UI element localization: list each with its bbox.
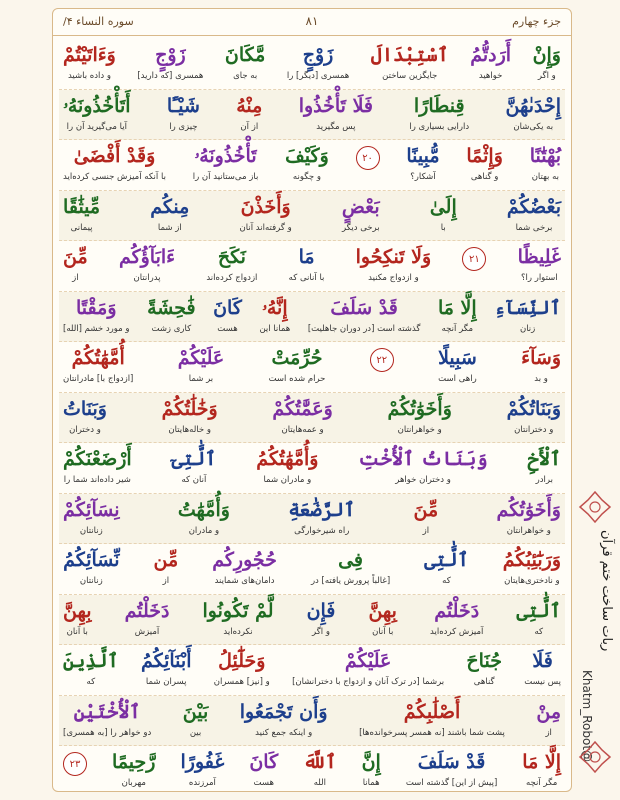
arabic-word: بِهِنَّ	[368, 599, 397, 622]
arabic-word: وَإِثْمًا	[466, 145, 503, 167]
page-number: ۸۱	[305, 14, 319, 28]
word-cell	[409, 92, 469, 133]
word-cell	[308, 294, 421, 335]
word-cell	[466, 647, 502, 688]
verse-line	[59, 645, 565, 696]
arabic-word: بَيْنَ	[182, 700, 209, 723]
word-cell	[63, 395, 107, 436]
arabic-word: إِنَّ	[361, 751, 381, 773]
word-cell	[193, 142, 259, 183]
arabic-word: إِلَىٰ	[429, 195, 457, 218]
verse-line	[59, 544, 565, 595]
arabic-word: نِسَآئِكُمْ	[63, 498, 120, 521]
persian-translation: کاری زشت	[151, 323, 192, 334]
persian-translation: پیمانی	[70, 222, 93, 233]
arabic-word: مِّن	[153, 549, 179, 571]
persian-translation: به یکی‌شان	[513, 121, 554, 132]
word-cell	[154, 546, 179, 587]
arabic-word: دَخَلْتُم	[124, 599, 170, 622]
word-cell	[507, 193, 561, 234]
arabic-word: زَوْجٍ	[155, 44, 186, 66]
persian-translation: ازدواج کرده‌اند	[206, 273, 258, 283]
arabic-word: كَانَ	[249, 751, 279, 773]
arabic-word: ٱلرَّضَٰعَةِ	[288, 498, 356, 521]
persian-translation: همسری [که دارید]	[137, 71, 204, 81]
persian-translation: و دختران خواهر	[395, 475, 451, 485]
arabic-word: تَأْخُذُونَهُۥ	[194, 145, 257, 167]
persian-translation: که	[534, 626, 544, 637]
word-cell	[522, 748, 561, 789]
persian-translation: پسران شما	[145, 677, 187, 687]
persian-translation: همانا	[362, 778, 380, 788]
arabic-word: إِنَّهُۥ	[262, 296, 288, 319]
verse-line	[59, 191, 565, 242]
word-cell	[212, 546, 277, 587]
arabic-word: مِنْ	[536, 700, 561, 723]
arabic-word: ٱلَّٰتِى	[516, 599, 561, 622]
persian-translation: شیر داده‌اند شما را	[63, 475, 131, 485]
verse-line	[59, 595, 565, 646]
word-cell	[137, 41, 203, 82]
word-cell	[342, 193, 380, 234]
word-cell	[387, 395, 451, 436]
arabic-word: وَأَخَوَٰتُكُم	[496, 498, 561, 521]
persian-translation: باز می‌ستانید آن را	[192, 172, 259, 182]
persian-translation: هست	[253, 778, 274, 788]
word-cell	[150, 193, 189, 234]
word-cell	[406, 748, 497, 789]
persian-translation: و اگر	[537, 71, 556, 81]
word-cell	[470, 41, 511, 82]
arabic-word: وَأُمَّهَٰتُكُمُ	[256, 448, 319, 470]
persian-translation: همانا این	[259, 323, 291, 334]
persian-translation: [پیش از این] گذشته است	[405, 778, 498, 788]
word-cell	[521, 344, 561, 385]
word-cell	[259, 294, 290, 335]
word-cell	[507, 395, 561, 436]
surah-label: سوره النساء ۴/	[63, 15, 134, 28]
juz-label: جزء چهارم	[512, 15, 561, 28]
word-cell	[533, 41, 561, 82]
word-cell	[524, 647, 561, 688]
arabic-word: وَحَلَٰٓئِلُ	[218, 650, 266, 672]
arabic-word: إِحْدَىٰهُنَّ	[505, 94, 561, 117]
persian-translation: آمیزش کرده‌اید	[430, 626, 484, 637]
word-cell	[183, 698, 209, 739]
arabic-word: وَأَخَذْنَ	[240, 195, 291, 218]
word-cell	[147, 294, 195, 335]
word-cell	[240, 698, 328, 739]
verse-lines	[59, 39, 565, 788]
arabic-word: وَمَقْتًا	[76, 296, 117, 319]
persian-translation: و مادران	[188, 525, 220, 536]
persian-translation: و اگر	[312, 626, 330, 637]
ornament-icon	[578, 740, 612, 774]
word-cell	[63, 294, 130, 335]
bot-handle: Khatm_Robot@	[580, 670, 594, 763]
persian-translation: خواهید	[478, 71, 503, 81]
persian-translation: دامان‌های شمایند	[214, 576, 275, 586]
word-cell	[119, 243, 175, 284]
word-cell	[202, 597, 273, 638]
persian-translation: پس نیست	[524, 677, 561, 687]
arabic-word: مِنْهُ	[236, 94, 263, 117]
word-cell	[285, 142, 329, 183]
persian-translation: و دخترانتان	[514, 424, 554, 435]
arabic-word: ٱلَّذِينَ	[63, 650, 119, 672]
ayah-number-badge: ۲۱	[462, 247, 486, 271]
persian-translation: راهی است	[438, 374, 477, 384]
persian-translation: الله	[313, 778, 327, 788]
persian-translation: مهربان	[121, 778, 146, 788]
word-cell	[371, 41, 449, 82]
arabic-word: سَبِيلًا	[438, 347, 477, 369]
word-cell	[503, 546, 561, 587]
persian-translation: برادر	[535, 475, 553, 485]
persian-translation: گذشته است [در دوران جاهلیت]	[307, 323, 421, 334]
word-cell	[311, 546, 390, 587]
arabic-word: جُنَاحَ	[466, 650, 502, 672]
word-cell	[466, 142, 503, 183]
persian-translation: برخی دیگر	[341, 222, 380, 233]
word-cell	[438, 294, 477, 335]
arabic-word: ٱلنِّسَآءِ	[494, 296, 561, 319]
arabic-word: رَّحِيمًا	[112, 751, 156, 773]
arabic-word: كَانَ	[213, 296, 242, 319]
persian-translation: استوار را؟	[521, 273, 558, 283]
persian-translation: که	[442, 576, 451, 586]
arabic-word: فِى	[338, 549, 364, 571]
word-cell	[292, 647, 444, 688]
arabic-word: وَلَا تَنكِحُوا	[355, 246, 432, 268]
word-cell	[530, 142, 561, 183]
persian-translation: نکرده‌اید	[223, 626, 253, 637]
word-cell	[162, 395, 218, 436]
word-cell	[112, 748, 155, 789]
persian-translation: مگر آنچه	[525, 778, 558, 788]
persian-translation: و دختران	[69, 424, 101, 435]
arabic-word: غَفُورًا	[180, 751, 225, 773]
persian-translation: آمیزش	[134, 626, 160, 637]
word-cell	[288, 496, 355, 537]
persian-translation: راه شیرخوارگی	[294, 525, 350, 536]
word-cell	[63, 496, 119, 537]
arabic-word: ءَابَآؤُكُم	[118, 246, 176, 268]
word-cell	[362, 748, 381, 789]
arabic-word: حُرِّمَتْ	[271, 347, 323, 369]
ayah-number-badge: ۲۳	[63, 752, 87, 776]
arabic-word: شَيْـًٔا	[166, 94, 200, 117]
persian-translation: همسری [دیگر] را	[286, 71, 350, 81]
persian-translation: جایگزین ساختن	[382, 71, 438, 81]
arabic-word: أَرَدتُّمُ	[470, 44, 512, 66]
word-cell	[424, 546, 469, 587]
arabic-word: فَٰحِشَةً	[147, 296, 196, 319]
arabic-word: مُّبِينًا	[406, 145, 440, 167]
word-cell	[63, 41, 116, 82]
persian-translation: برشما [در ترک آنان و ازدواج با دخترانشان]	[292, 677, 445, 687]
arabic-word: نِّسَآئِكُمُ	[63, 549, 120, 571]
persian-translation: [ازدواج با] مادرانتان	[63, 374, 134, 384]
word-cell	[167, 92, 200, 133]
arabic-word: غَلِيظًا	[517, 246, 561, 268]
persian-translation: از	[545, 727, 552, 738]
arabic-word: وَءَاتَيْتُمْ	[63, 44, 116, 66]
arabic-word: أُمَّهَٰتُكُمْ	[71, 347, 125, 369]
arabic-word: فَلَا تَأْخُذُوا	[298, 94, 373, 117]
word-cell	[63, 92, 130, 133]
verse-line	[59, 443, 565, 494]
word-cell	[430, 193, 457, 234]
persian-translation: و ازدواج مکنید	[368, 273, 419, 283]
arabic-word: عَلَيْكُمْ	[344, 650, 392, 672]
arabic-word: مِّنَ	[63, 246, 88, 268]
word-cell	[359, 445, 488, 486]
persian-translation: با آنانی که	[288, 273, 325, 283]
verse-line	[59, 342, 565, 393]
persian-translation: با	[440, 222, 446, 233]
word-cell	[178, 496, 230, 537]
persian-translation: گناهی	[473, 677, 495, 687]
word-cell	[141, 647, 192, 688]
persian-translation: و خواهرانتان	[397, 424, 442, 435]
arabic-word: فَإِن	[306, 599, 336, 622]
arabic-word: مَّكَانَ	[224, 44, 266, 66]
persian-translation: و خواهرانتان	[506, 525, 551, 536]
persian-translation: بر شما	[188, 374, 214, 384]
persian-translation: از آن	[240, 121, 259, 132]
arabic-word: وَإِنْ	[532, 44, 561, 66]
word-cell	[125, 597, 170, 638]
verse-line	[59, 241, 565, 292]
word-cell	[438, 344, 477, 385]
verse-line	[59, 696, 565, 747]
verse-line	[59, 39, 565, 90]
arabic-word: إِلَّا مَا	[522, 751, 561, 773]
persian-translation: و نادختری‌هایتان	[504, 576, 560, 586]
persian-translation: از	[162, 576, 170, 586]
arabic-word: نَكَحَ	[217, 246, 246, 268]
verse-line	[59, 90, 565, 141]
word-cell	[303, 748, 336, 789]
word-cell	[63, 344, 133, 385]
word-cell	[63, 445, 132, 486]
arabic-word: إِلَّا مَا	[437, 296, 477, 319]
persian-translation: پشت شما باشند [نه همسر پسرخوانده‌ها]	[359, 727, 505, 738]
arabic-word: بِهِنَّ	[63, 599, 92, 622]
word-cell	[368, 597, 397, 638]
word-cell	[307, 597, 336, 638]
word-cell	[356, 243, 432, 284]
persian-translation: [غالباً پرورش یافته] در	[310, 576, 391, 586]
arabic-word: ٱلَّٰتِىٓ	[171, 448, 217, 470]
persian-translation: با آنان	[372, 626, 394, 637]
arabic-word: وَكَيْفَ	[285, 145, 329, 167]
ornament-icon	[578, 490, 612, 524]
arabic-word: ٱلْأُخْتَيْنِ	[73, 700, 141, 723]
word-cell	[178, 344, 225, 385]
page-header	[53, 9, 571, 36]
persian-translation: و داده باشید	[67, 71, 111, 81]
arabic-word: أَرْضَعْنَكُمْ	[63, 448, 132, 470]
arabic-word: وَرَبَٰٓئِبُكُمُ	[502, 549, 561, 571]
persian-translation: پدرانتان	[133, 273, 161, 283]
word-cell	[63, 698, 151, 739]
word-cell	[63, 597, 92, 638]
persian-translation: مگر آنچه	[441, 323, 474, 334]
word-cell	[172, 445, 217, 486]
arabic-word: مِّنَ	[413, 498, 439, 521]
word-cell	[528, 445, 561, 486]
persian-translation: از شما	[157, 222, 182, 233]
arabic-word: وَأُمَّهَٰتُ	[177, 498, 230, 521]
persian-translation: و عمه‌هایتان	[281, 424, 324, 435]
arabic-word: أَبْنَآئِكُمُ	[140, 650, 192, 672]
word-cell	[249, 748, 278, 789]
persian-translation: آنان که	[181, 475, 207, 485]
arabic-word: بَعْضٍ	[341, 195, 380, 218]
persian-translation: و مادران شما	[263, 475, 312, 485]
arabic-word: وَبَنَاتُ ٱلْأُخْتِ	[358, 448, 488, 470]
arabic-word: وَأَخَوَٰتُكُمْ	[387, 397, 452, 420]
persian-translation: زنانتان	[79, 525, 103, 536]
persian-translation: و چگونه	[292, 172, 321, 182]
persian-translation: زنانتان	[79, 576, 103, 586]
word-cell	[536, 698, 561, 739]
persian-translation: برخی شما	[515, 222, 553, 233]
persian-translation: و مورد خشم [الله]	[63, 323, 130, 334]
word-cell	[256, 445, 318, 486]
persian-translation: و بد	[534, 374, 548, 384]
arabic-word: ٱسْتِبْدَالَ	[370, 44, 449, 66]
word-cell	[287, 41, 349, 82]
word-cell	[359, 698, 505, 739]
word-cell	[63, 647, 119, 688]
persian-translation: که	[86, 677, 96, 687]
verse-line	[59, 292, 565, 343]
arabic-word: ٱلَّٰتِى	[424, 549, 469, 571]
persian-translation: دو خواهر را [به همسری]	[63, 727, 152, 738]
persian-translation: حرام شده است	[268, 374, 326, 384]
persian-translation: چیزی را	[169, 121, 198, 132]
word-cell	[240, 193, 292, 234]
persian-translation: دارایی بسیاری را	[409, 121, 470, 132]
persian-translation: زنان	[519, 323, 536, 334]
arabic-word: بُهْتَٰنًا	[529, 145, 561, 167]
word-cell	[406, 142, 439, 183]
arabic-word: وَسَآءَ	[521, 347, 561, 369]
word-cell	[518, 243, 561, 284]
word-cell	[63, 193, 100, 234]
arabic-word: قَدْ سَلَفَ	[330, 296, 398, 319]
word-cell	[63, 243, 88, 284]
word-cell	[272, 395, 332, 436]
word-cell	[516, 597, 561, 638]
arabic-word: وَبَنَاتُ	[63, 397, 107, 420]
verse-line	[59, 140, 565, 191]
persian-translation: با آنان	[66, 626, 88, 637]
ayah-number-badge: ۲۰	[356, 146, 380, 170]
arabic-word: وَقَدْ أَفْضَىٰ	[73, 145, 156, 167]
bot-name: ربات ساخت ختم قرآن	[599, 530, 614, 652]
persian-translation: آشکار؟	[410, 172, 436, 182]
word-cell	[414, 496, 439, 537]
arabic-word: فَلَا	[532, 650, 553, 672]
word-cell	[63, 546, 119, 587]
word-cell	[214, 647, 270, 688]
word-cell	[299, 92, 373, 133]
word-cell	[63, 142, 166, 183]
arabic-word: وَخَٰلَٰتُكُمْ	[161, 397, 218, 420]
word-cell	[206, 243, 257, 284]
mushaf-page	[52, 8, 572, 792]
arabic-word: مِنكُم	[150, 195, 190, 218]
side-watermark	[574, 490, 618, 780]
arabic-word: وَأَن تَجْمَعُوا	[239, 700, 328, 723]
verse-line	[59, 393, 565, 444]
persian-translation: آیا می‌گیرید آن را	[66, 121, 127, 132]
persian-translation: به بهتان	[531, 172, 559, 182]
arabic-word: ٱلْأَخِ	[527, 448, 561, 470]
persian-translation: به جای	[233, 71, 258, 81]
arabic-word: حُجُورِكُم	[212, 549, 277, 571]
arabic-word: لَّمْ تَكُونُوا	[202, 599, 274, 622]
word-cell	[289, 243, 325, 284]
arabic-word: مِّيثَٰقًا	[63, 195, 101, 218]
arabic-word: وَبَنَاتُكُمْ	[506, 397, 561, 420]
verse-line	[59, 494, 565, 545]
arabic-word: ٱللَّهَ	[303, 751, 337, 773]
arabic-word: مَا	[298, 246, 315, 268]
word-cell	[430, 597, 483, 638]
word-cell	[225, 41, 265, 82]
arabic-word: بَعْضُكُمْ	[506, 195, 561, 218]
arabic-word: وَعَمَّٰتُكُمْ	[272, 397, 333, 420]
verse-line	[59, 746, 565, 792]
arabic-word: قِنطَارًا	[413, 94, 465, 117]
persian-translation: آمرزنده	[188, 778, 216, 788]
arabic-word: قَدْ سَلَفَ	[417, 751, 486, 773]
persian-translation: از	[72, 273, 79, 283]
persian-translation: با آنکه آمیزش جنسی کرده‌اید	[63, 172, 166, 182]
arabic-word: دَخَلْتُم	[434, 599, 480, 622]
word-cell	[505, 92, 561, 133]
ayah-number-badge: ۲۲	[370, 348, 394, 372]
persian-translation: بین	[189, 727, 202, 738]
word-cell	[269, 344, 326, 385]
arabic-word: زَوْجٍ	[302, 44, 334, 66]
persian-translation: پس مگیرید	[316, 121, 356, 132]
arabic-word: أَتَأْخُذُونَهُۥ	[63, 94, 131, 117]
persian-translation: و خاله‌هایتان	[168, 424, 211, 435]
persian-translation: از	[422, 525, 430, 536]
word-cell	[497, 496, 561, 537]
word-cell	[213, 294, 242, 335]
persian-translation: و گرفته‌اند آنان	[239, 222, 292, 233]
arabic-word: عَلَيْكُمْ	[177, 347, 225, 369]
persian-translation: هست	[217, 323, 238, 334]
word-cell	[236, 92, 262, 133]
word-cell	[180, 748, 224, 789]
arabic-word: أَصْلَٰبِكُمْ	[403, 700, 461, 723]
persian-translation: و گناهی	[470, 172, 499, 182]
word-cell	[494, 294, 561, 335]
persian-translation: و اینکه جمع کنید	[255, 727, 313, 738]
persian-translation: و [نیز] همسران	[213, 677, 270, 687]
